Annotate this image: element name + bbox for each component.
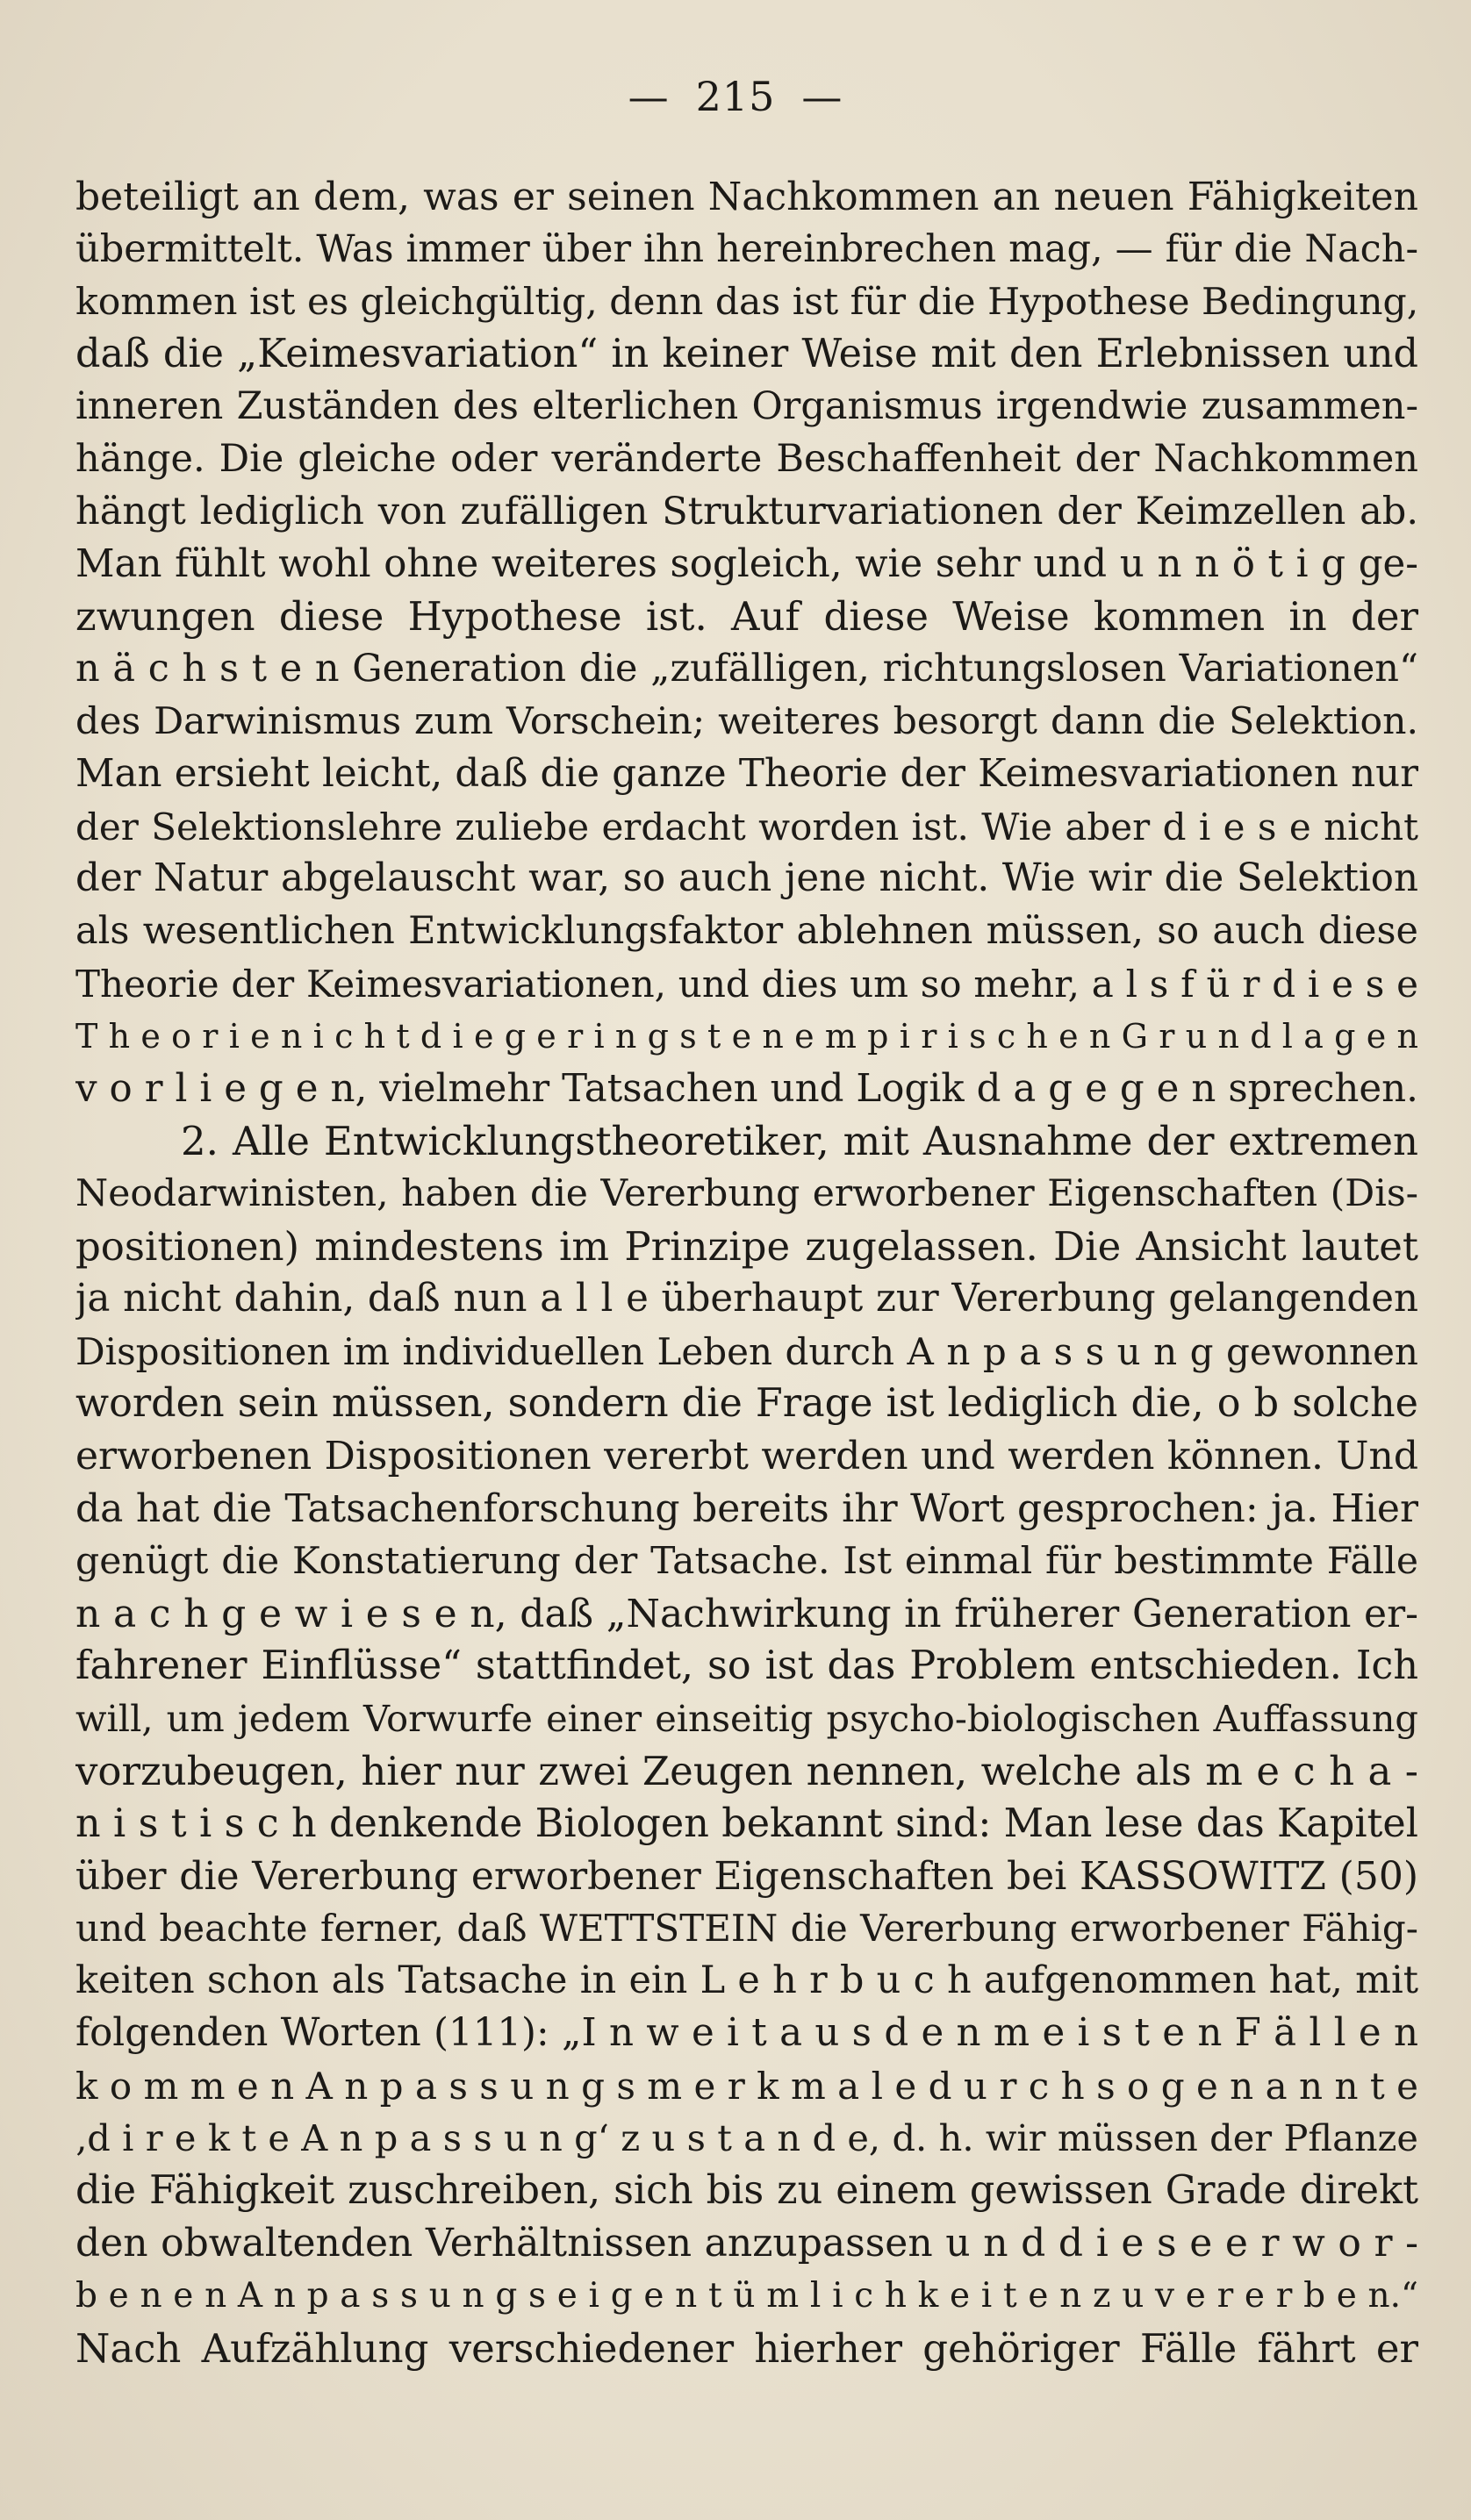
text-line: 2. Alle Entwicklungstheoretiker, mit Ausnahme der extremen: [181, 1118, 1418, 1165]
text-line: positionen) mindestens im Prinzipe zugelassen. Die Ansicht lautet: [75, 1222, 1418, 1270]
text-line: k o m m e n A n p a s s u n g s m e r k m a l e d u r c h s o g e n a n n t e: [75, 2064, 1418, 2108]
text-line: Nach Aufzählung verschiedener hierher gehöriger Fälle fährt er: [75, 2324, 1418, 2372]
text-line: der Natur abgelauscht war, so auch jene nicht. Wie wir die Selektion: [75, 856, 1418, 901]
text-line: fahrener Einflüsse“ stattfindet, so ist das Problem entschieden. Ich: [75, 1643, 1418, 1689]
text-line: Man fühlt wohl ohne weiteres sogleich, wie sehr und u n n ö t i g ge-: [75, 541, 1418, 586]
text-line: Dispositionen im individuellen Leben durch A n p a s s u n g gewonnen: [75, 1329, 1418, 1373]
body-text: [75, 171, 1418, 2374]
text-line: hänge. Die gleiche oder veränderte Beschaffenheit der Nachkommen: [75, 436, 1418, 481]
text-line: folgenden Worten (111): „I n w e i t a u s d e n m e i s t e n F ä l l e n: [75, 2010, 1418, 2055]
text-line: und beachte ferner, daß WETTSTEIN die Vererbung erworbener Fähig-: [75, 1907, 1418, 1951]
text-line: übermittelt. Was immer über ihn hereinbrechen mag, — für die Nach-: [75, 226, 1418, 271]
text-line: die Fähigkeit zuschreiben, sich bis zu einem gewissen Grade direkt: [75, 2168, 1418, 2214]
text-line: über die Vererbung erworbener Eigenschaften bei KASSOWITZ (50): [75, 1853, 1418, 1899]
text-line: Neodarwinisten, haben die Vererbung erworbener Eigenschaften (Dis-: [75, 1172, 1418, 1216]
text-line: will, um jedem Vorwurfe einer einseitig psycho-biologischen Auffassung: [75, 1697, 1418, 1741]
text-line: ja nicht dahin, daß nun a l l e überhaupt zur Vererbung gelangenden: [75, 1276, 1418, 1321]
text-line: vorzubeugen, hier nur zwei Zeugen nennen, welche als m e c h a -: [75, 1747, 1418, 1794]
text-line: worden sein müssen, sondern die Frage ist lediglich die, o b solche: [75, 1381, 1418, 1427]
text-line: daß die „Keimesvariation“ in keiner Weise mit den Erlebnissen und: [75, 332, 1418, 377]
text-line: beteiligt an dem, was er seinen Nachkommen an neuen Fähigkeiten: [75, 175, 1418, 219]
page-number-header: [0, 70, 1471, 123]
text-line: der Selektionslehre zuliebe erdacht worden ist. Wie aber d i e s e nicht: [75, 805, 1418, 848]
text-line: n i s t i s c h denkende Biologen bekannt sind: Man lese das Kapitel: [75, 1801, 1418, 1846]
text-line: n ä c h s t e n Generation die „zufälligen, richtungslosen Variationen“: [75, 647, 1418, 691]
text-line: keiten schon als Tatsache in ein L e h r b u c h aufgenommen hat, mit: [75, 1958, 1418, 2003]
text-line: des Darwinismus zum Vorschein; weiteres besorgt dann die Selektion.: [75, 699, 1418, 743]
header-dash-right: —: [801, 73, 843, 120]
text-line: als wesentlichen Entwicklungsfaktor ablehnen müssen, so auch diese: [75, 909, 1418, 954]
header-dash-left: —: [628, 73, 670, 120]
text-line: erworbenen Dispositionen vererbt werden und werden können. Und: [75, 1434, 1418, 1479]
text-line: hängt lediglich von zufälligen Strukturvariationen der Keimzellen ab.: [75, 489, 1418, 533]
text-line: genügt die Konstatierung der Tatsache. Ist einmal für bestimmte Fälle: [75, 1539, 1418, 1583]
text-line: n a c h g e w i e s e n, daß „Nachwirkung in früherer Generation er-: [75, 1591, 1418, 1636]
text-line: ‚d i r e k t e A n p a s s u n g‘ z u s t a n d e, d. h. wir müssen der Pflanze: [75, 2116, 1418, 2160]
text-line: b e n e n A n p a s s u n g s e i g e n t ü m l i c h k e i t e n z u v e r e r b e n.“: [75, 2275, 1418, 2316]
text-line: zwungen diese Hypothese ist. Auf diese Weise kommen in der: [75, 593, 1418, 641]
text-line: inneren Zuständen des elterlichen Organismus irgendwie zusammen-: [75, 384, 1418, 429]
text-line: da hat die Tatsachenforschung bereits ihr Wort gesprochen: ja. Hier: [75, 1486, 1418, 1531]
text-line: kommen ist es gleichgültig, denn das ist für die Hypothese Bedingung,: [75, 280, 1418, 324]
text-line: Man ersieht leicht, daß die ganze Theorie der Keimesvariationen nur: [75, 751, 1418, 796]
text-line: v o r l i e g e n, vielmehr Tatsachen und Logik d a g e g e n sprechen.: [75, 1066, 1418, 1111]
text-line: T h e o r i e n i c h t d i e g e r i n g s t e n e m p i r i s c h e n G r u n d l a g e n: [75, 1016, 1418, 1056]
page-number: 215: [695, 73, 776, 120]
text-line: den obwaltenden Verhältnissen anzupassen u n d d i e s e e r w o r -: [75, 2221, 1418, 2266]
text-line: Theorie der Keimesvariationen, und dies um so mehr, a l s f ü r d i e s e: [75, 962, 1418, 1006]
